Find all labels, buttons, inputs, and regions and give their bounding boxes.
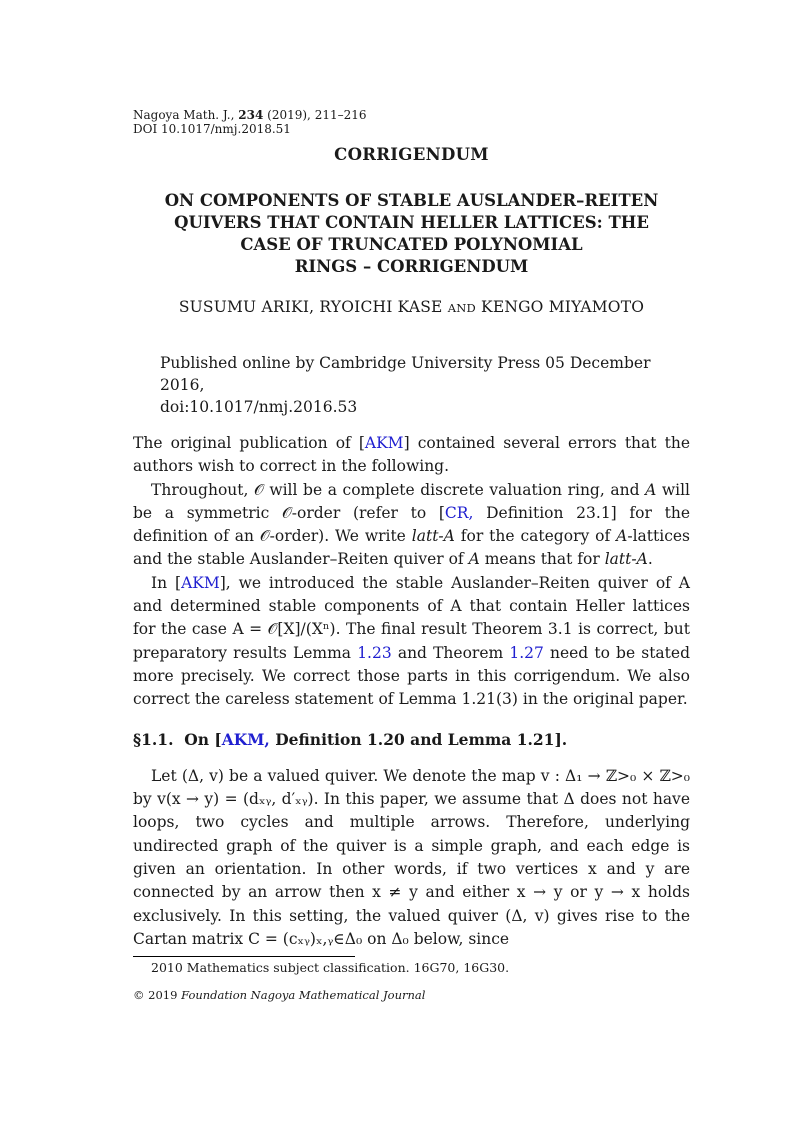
authors-and: AND [447, 301, 476, 315]
title-line-1: ON COMPONENTS OF STABLE AUSLANDER–REITEN [164, 191, 659, 210]
lemma-link-1-23[interactable]: 1.23 [357, 643, 392, 662]
citation-link-akm[interactable]: AKM [364, 434, 404, 452]
title-line-4: RINGS – CORRIGENDUM [294, 257, 529, 276]
footnote: 2010 Mathematics subject classification. 16G70, 16G30. [151, 960, 510, 975]
paper-title [133, 190, 690, 278]
journal-year-pages: (2019), 211–216 [267, 108, 367, 122]
paragraph-1: The original publication of [AKM] contained several errors that the authors wish to correct in the following. [133, 434, 690, 476]
journal-doi: DOI 10.1017/nmj.2018.51 [133, 122, 291, 136]
copyright-symbol: © [133, 988, 145, 1002]
section-paragraph: Let (Δ, v) be a valued quiver. We denote the map v : Δ₁ → ℤ>₀ × ℤ>₀ by v(x → y) = (dₓᵧ, d′ₓᵧ). In this paper, we assume that Δ does not have loops, two cycles and multiple arrows. Therefore, underlying undirected graph of the quiver is a simple graph, and each edge is given an orientation. In other words, if two vertices x and y are connected by an arrow then x ≠ y and either x → y or y → x holds exclusively. In this setting, the valued quiver (Δ, v) gives rise to the Cartan matrix C = (cₓᵧ)ₓ,ᵧ∈Δ₀ on Δ₀ below, since [133, 766, 690, 948]
authors-first: SUSUMU ARIKI, RYOICHI KASE [178, 298, 443, 316]
publication-note-doi: doi:10.1017/nmj.2016.53 [160, 398, 358, 416]
journal-volume: 234 [238, 108, 264, 122]
footnote-rule [133, 956, 355, 957]
title-line-3: CASE OF TRUNCATED POLYNOMIAL [240, 235, 583, 254]
section-number: §1.1. [133, 729, 174, 749]
copyright-year: 2019 [148, 988, 178, 1002]
copyright [133, 988, 425, 1002]
citation-line [133, 108, 367, 122]
body-text [133, 432, 690, 951]
paragraph-3: In [AKM], we introduced the stable Auslander–Reiten quiver of A and determined stable components of A that contain Heller lattices for the case A = 𝒪[X]/(Xⁿ). The final result Theorem 3.1 is correct, but preparatory results Lemma 1.23 and Theorem 1.27 need to be stated more precisely. We correct those parts in this corrigendum. We also correct the careless statement of Lemma 1.21(3) in the original paper. [133, 573, 690, 709]
journal-header [133, 108, 367, 136]
theorem-link-1-27[interactable]: 1.27 [509, 643, 544, 662]
authors [133, 298, 690, 316]
citation-link-akm-2[interactable]: AKM [181, 573, 220, 592]
paragraph-2: Throughout, 𝒪 will be a complete discrete valuation ring, and A will be a symmetric 𝒪-order (refer to [CR, Definition 23.1] for the definition of an 𝒪-order). We write latt-A for the category of A-lattices and the stable Auslander–Reiten quiver of A means that for latt-A. [133, 480, 691, 569]
title-line-2: QUIVERS THAT CONTAIN HELLER LATTICES: THE [174, 213, 649, 232]
publication-note-line-1: Published online by Cambridge University Press 05 December 2016, [160, 354, 651, 394]
journal-name: Nagoya Math. J., [133, 108, 235, 122]
publication-note [160, 352, 690, 418]
section-heading: §1.1. On [AKM, Definition 1.20 and Lemma 1.21]. [133, 729, 568, 749]
citation-link-cr[interactable]: CR, [444, 503, 474, 522]
copyright-holder: Foundation Nagoya Mathematical Journal [181, 988, 426, 1002]
corrigendum-label: CORRIGENDUM [334, 145, 489, 164]
authors-last: KENGO MIYAMOTO [481, 298, 645, 316]
section-citation-link-akm[interactable]: AKM, [221, 729, 270, 749]
